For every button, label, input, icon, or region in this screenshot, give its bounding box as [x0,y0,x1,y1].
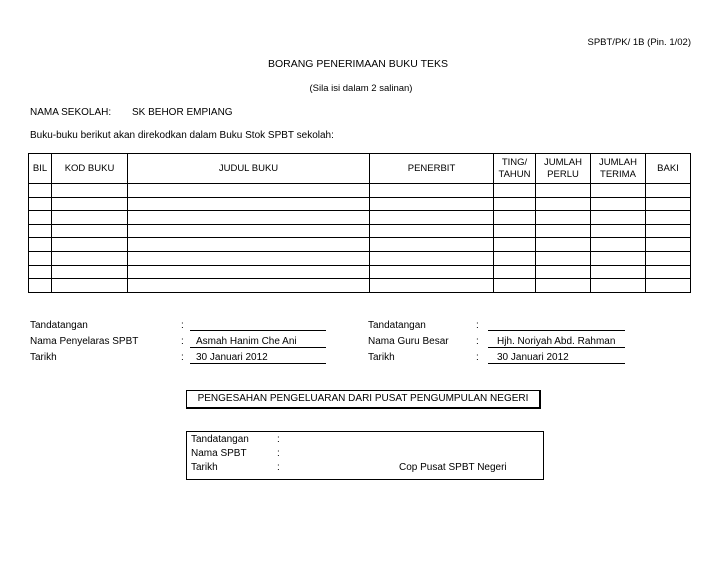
table-cell[interactable] [494,211,536,225]
left-tarikh-line [190,363,326,364]
table-cell[interactable] [29,279,52,293]
table-cell[interactable] [646,197,691,211]
table-cell[interactable] [494,197,536,211]
table-cell[interactable] [370,251,494,265]
col-ting-line1: TING/ [501,156,528,168]
form-code: SPBT/PK/ 1B (Pin. 1/02) [587,37,691,48]
penyelaras-line [190,347,326,348]
left-tarikh-label: Tarikh [30,352,57,363]
left-colon-1: : [181,320,184,331]
left-tandatangan-label: Tandatangan [30,320,88,331]
table-cell[interactable] [128,184,370,198]
pengesahan-colon-1: : [277,434,280,445]
table-cell[interactable] [494,279,536,293]
table-cell[interactable] [591,211,646,225]
school-name: SK BEHOR EMPIANG [132,107,233,118]
col-jumlah-perlu [536,154,591,184]
table-cell[interactable] [370,211,494,225]
table-cell[interactable] [591,265,646,279]
table-cell[interactable] [370,197,494,211]
col-jumlah-terima [591,154,646,184]
col-terima-line1: JUMLAH [598,156,637,168]
right-colon-1: : [476,320,479,331]
pengesahan-colon-2: : [277,448,280,459]
table-cell[interactable] [536,184,591,198]
table-cell[interactable] [591,224,646,238]
left-tarikh-value: 30 Januari 2012 [196,352,268,363]
table-cell[interactable] [52,265,128,279]
cop-pusat-text: Cop Pusat SPBT Negeri [399,462,507,473]
table-cell[interactable] [128,197,370,211]
instruction-text: Buku-buku berikut akan direkodkan dalam Buku Stok SPBT sekolah: [30,130,334,141]
table-cell[interactable] [646,184,691,198]
table-row [29,224,691,238]
table-cell[interactable] [370,238,494,252]
school-label: NAMA SEKOLAH: [30,107,112,118]
table-row [29,184,691,198]
guru-besar-label: Nama Guru Besar [368,336,449,347]
penyelaras-label: Nama Penyelaras SPBT [30,336,139,347]
table-row [29,238,691,252]
right-tandatangan-label: Tandatangan [368,320,426,331]
table-cell[interactable] [52,184,128,198]
pengesahan-panel [186,431,544,480]
table-cell[interactable] [52,251,128,265]
table-row [29,251,691,265]
col-judul-buku: JUDUL BUKU [128,154,370,184]
right-signature-line[interactable] [488,330,625,331]
table-cell[interactable] [646,211,691,225]
table-cell[interactable] [52,224,128,238]
right-colon-2: : [476,336,479,347]
table-cell[interactable] [128,251,370,265]
left-colon-2: : [181,336,184,347]
table-cell[interactable] [370,279,494,293]
table-cell[interactable] [536,279,591,293]
left-colon-3: : [181,352,184,363]
table-cell[interactable] [29,251,52,265]
col-ting-tahun [494,154,536,184]
books-table [28,153,691,293]
guru-besar-line [488,347,625,348]
table-cell[interactable] [128,211,370,225]
pengesahan-tarikh-label: Tarikh [191,462,218,473]
table-cell[interactable] [370,224,494,238]
table-cell[interactable] [29,238,52,252]
col-perlu-line1: JUMLAH [543,156,582,168]
table-cell[interactable] [29,265,52,279]
table-cell[interactable] [536,197,591,211]
col-terima-line2: TERIMA [600,168,636,180]
right-tarikh-label: Tarikh [368,352,395,363]
table-cell[interactable] [591,251,646,265]
col-penerbit: PENERBIT [370,154,494,184]
pengesahan-title-box [186,390,541,409]
table-cell[interactable] [52,279,128,293]
table-cell[interactable] [128,224,370,238]
table-cell[interactable] [52,197,128,211]
table-cell[interactable] [52,238,128,252]
table-row [29,211,691,225]
table-cell[interactable] [494,251,536,265]
table-cell[interactable] [591,197,646,211]
left-signature-line[interactable] [190,330,326,331]
table-cell[interactable] [29,184,52,198]
table-cell[interactable] [646,279,691,293]
pengesahan-nama-label: Nama SPBT [191,448,247,459]
form-subtitle: (Sila isi dalam 2 salinan) [309,83,413,94]
pengesahan-colon-3: : [277,462,280,473]
table-cell[interactable] [536,211,591,225]
table-cell[interactable] [536,224,591,238]
table-cell[interactable] [646,238,691,252]
pengesahan-title: PENGESAHAN PENGELUARAN DARI PUSAT PENGUMPULAN NEGERI [197,393,529,404]
table-cell[interactable] [536,251,591,265]
col-baki: BAKI [646,154,691,184]
table-cell[interactable] [646,265,691,279]
table-cell[interactable] [591,238,646,252]
table-cell[interactable] [494,184,536,198]
table-row [29,279,691,293]
right-tarikh-value: 30 Januari 2012 [497,352,569,363]
guru-besar-name: Hjh. Noriyah Abd. Rahman [497,336,616,347]
right-colon-3: : [476,352,479,363]
table-cell[interactable] [591,279,646,293]
table-cell[interactable] [29,211,52,225]
table-cell[interactable] [536,265,591,279]
table-cell[interactable] [646,251,691,265]
table-cell[interactable] [128,238,370,252]
col-ting-line2: TAHUN [498,168,531,180]
table-cell[interactable] [370,184,494,198]
table-cell[interactable] [29,197,52,211]
table-cell[interactable] [494,265,536,279]
table-cell[interactable] [52,211,128,225]
table-cell[interactable] [128,265,370,279]
table-cell[interactable] [29,224,52,238]
col-kod-buku: KOD BUKU [52,154,128,184]
pengesahan-tandatangan-label: Tandatangan [191,434,249,445]
table-cell[interactable] [494,238,536,252]
col-perlu-line2: PERLU [547,168,579,180]
table-cell[interactable] [494,224,536,238]
table-row [29,197,691,211]
right-tarikh-line [488,363,625,364]
col-bil: BIL [29,154,52,184]
table-cell[interactable] [646,224,691,238]
table-cell[interactable] [128,279,370,293]
table-cell[interactable] [536,238,591,252]
penyelaras-name: Asmah Hanim Che Ani [196,336,297,347]
table-cell[interactable] [370,265,494,279]
table-cell[interactable] [591,184,646,198]
table-header-row [29,154,691,184]
table-row [29,265,691,279]
form-title: BORANG PENERIMAAN BUKU TEKS [267,58,449,70]
